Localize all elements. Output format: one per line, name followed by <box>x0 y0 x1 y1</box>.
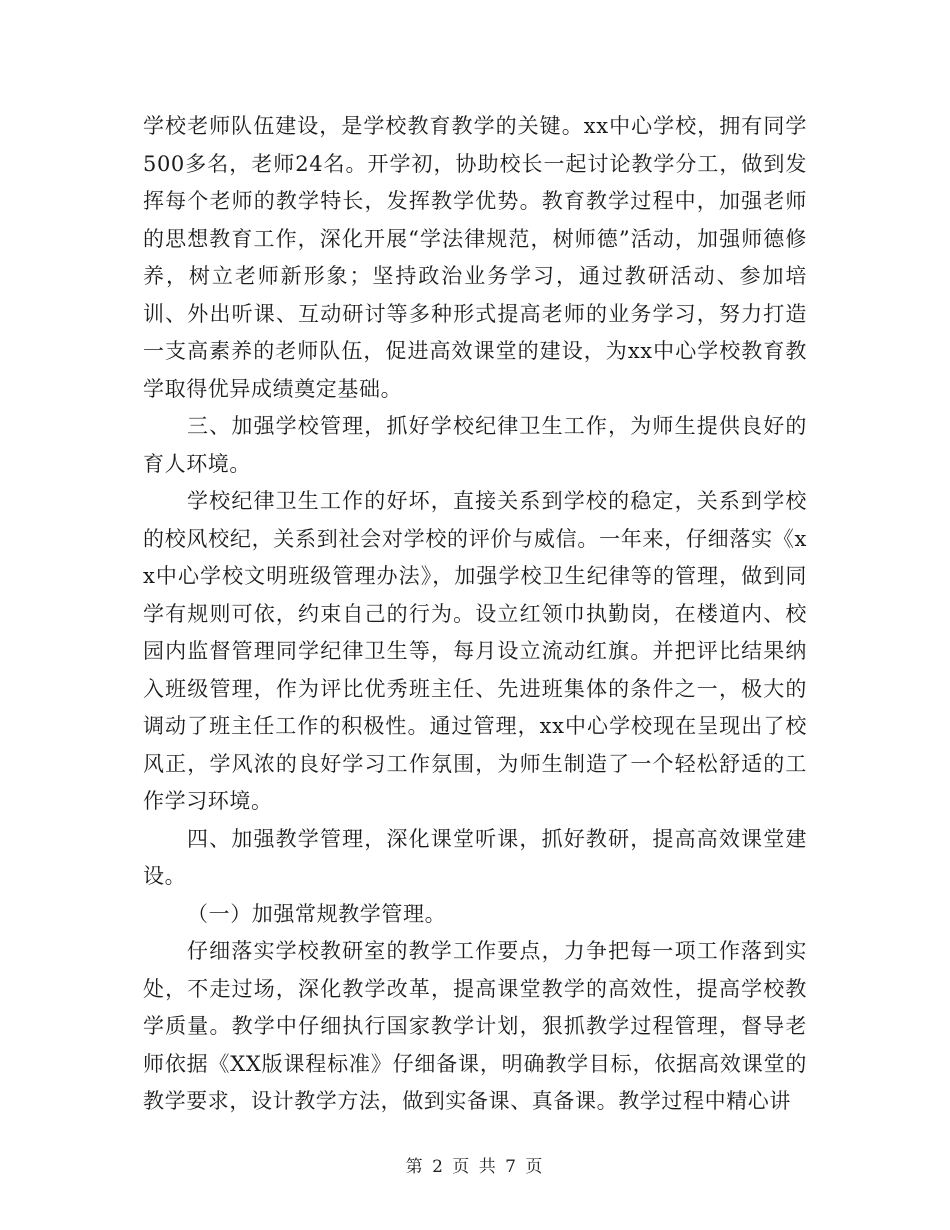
heading-section-four: 四、加强教学管理，深化课堂听课，抓好教研，提高高效课堂建设。 <box>143 826 807 888</box>
paragraph-teaching-management: 仔细落实学校教研室的教学工作要点，力争把每一项工作落到实处，不走过场，深化教学改革，提高课堂教学的高效性，提高学校教学质量。教学中仔细执行国家教学计划，狠抓教学过程管理，督导老师依据《XX版课程标准》仔细备课，明确教学目标，依据高效课堂的教学要求，设计教学方法，做到实备课、真备课。教学过程中精心讲 <box>143 939 807 1113</box>
heading-section-three: 三、加强学校管理，抓好学校纪律卫生工作，为师生提供良好的育人环境。 <box>143 414 807 476</box>
page-number-footer: 第 2 页 共 7 页 <box>405 1157 545 1177</box>
document-body <box>143 108 807 1121</box>
paragraph-teacher-team: 学校老师队伍建设，是学校教育教学的关键。xx中心学校，拥有同学500多名，老师24名。开学初，协助校长一起讨论教学分工，做到发挥每个老师的教学特长，发挥教学优势。教育教学过程中，加强老师的思想教育工作，深化开展“学法律规范，树师德”活动，加强师德修养，树立老师新形象；坚持政治业务学习，通过教研活动、参加培训、外出听课、互动研讨等多种形式提高老师的业务学习，努力打造一支高素养的老师队伍，促进高效课堂的建设，为xx中心学校教育教学取得优异成绩奠定基础。 <box>143 114 807 401</box>
subheading-routine-teaching: （一）加强常规教学管理。 <box>187 901 447 926</box>
paragraph-discipline-hygiene: 学校纪律卫生工作的好坏，直接关系到学校的稳定，关系到学校的校风校纪，关系到社会对学校的评价与威信。一年来，仔细落实《xx中心学校文明班级管理办法》，加强学校卫生纪律等的管理，做到同学有规则可依，约束自己的行为。设立红领巾执勤岗，在楼道内、校园内监督管理同学纪律卫生等，每月设立流动红旗。并把评比结果纳入班级管理，作为评比优秀班主任、先进班集体的条件之一，极大的调动了班主任工作的积极性。通过管理，xx中心学校现在呈现出了校风正，学风浓的良好学习工作氛围，为师生制造了一个轻松舒适的工作学习环境。 <box>143 489 807 813</box>
